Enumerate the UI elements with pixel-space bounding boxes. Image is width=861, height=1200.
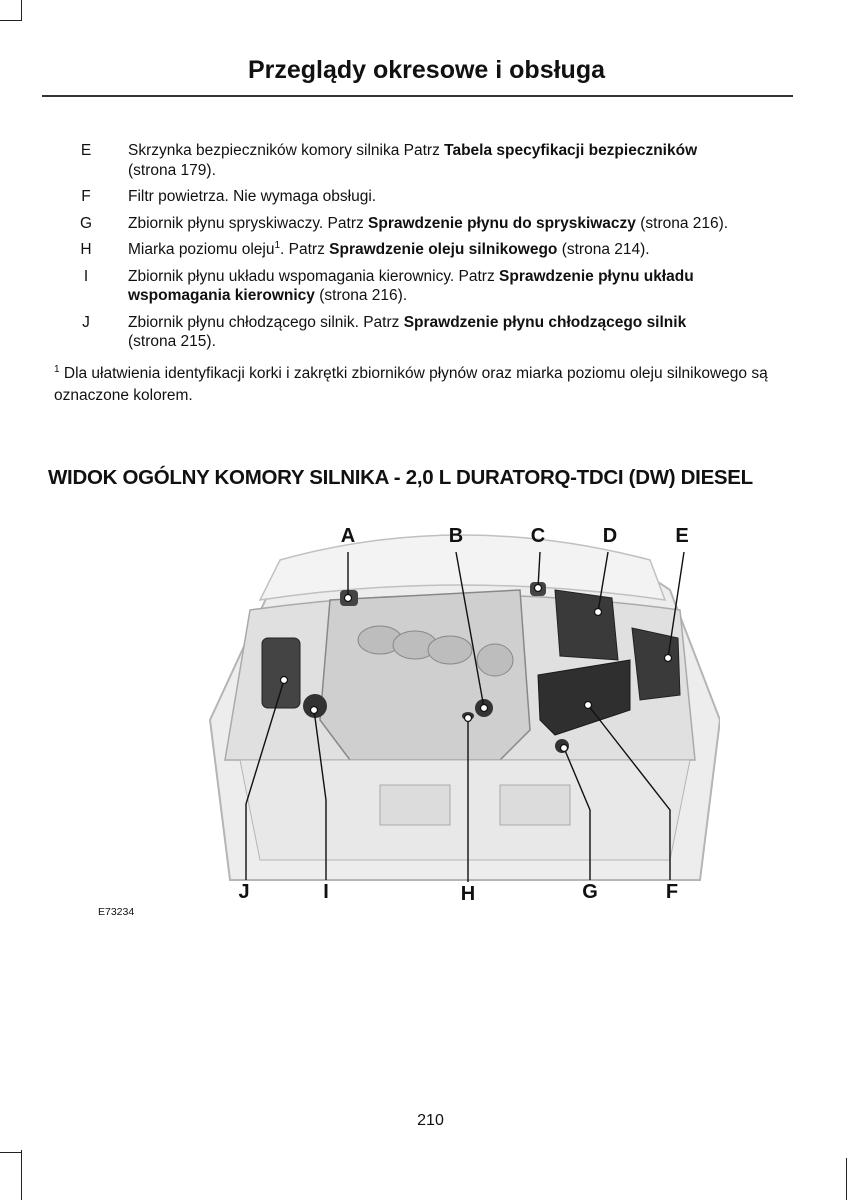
fuse-box: [632, 628, 680, 700]
legend-page-ref: (strona 179).: [128, 161, 216, 179]
engine-bay-illustration: [200, 520, 720, 900]
callout-label-b: B: [448, 525, 464, 547]
callout-label-e: E: [675, 525, 689, 547]
callout-dot: [595, 609, 602, 616]
engine-bay-diagram: [200, 520, 720, 900]
legend-key: J: [82, 313, 90, 331]
callout-label-i: I: [323, 881, 329, 900]
header-rule: [42, 95, 793, 97]
crop-mark: [0, 1152, 22, 1153]
callout-label-f: F: [665, 881, 679, 900]
legend-reference: Sprawdzenie płynu układu wspomagania kierownicy: [128, 267, 694, 304]
crop-mark: [21, 1150, 22, 1200]
engine-cover-detail: [477, 644, 513, 676]
legend-text: Zbiornik płynu układu wspomagania kierownicy. Patrz: [128, 267, 500, 285]
legend-text: . Patrz: [280, 241, 330, 258]
legend-row-f: [54, 187, 794, 207]
legend-reference: Sprawdzenie oleju silnikowego: [329, 241, 558, 258]
crop-mark: [846, 1158, 847, 1200]
callout-dot: [535, 585, 542, 592]
section-heading: WIDOK OGÓLNY KOMORY SILNIKA - 2,0 L DURATORQ-TDCI (DW) DIESEL: [48, 466, 753, 489]
legend-row-i: [54, 267, 794, 306]
engine-cover-detail: [428, 636, 472, 664]
legend-text: Miarka poziomu oleju: [128, 241, 275, 258]
legend-row-g: [54, 214, 794, 234]
callout-dot: [345, 595, 352, 602]
coolant-reservoir: [262, 638, 300, 708]
page-number: 210: [417, 1112, 444, 1129]
legend-row-h: [54, 240, 794, 260]
legend-text: Filtr powietrza. Nie wymaga obsługi.: [128, 188, 377, 205]
legend-reference: Sprawdzenie płynu chłodzącego silnik: [403, 313, 687, 331]
legend-page-ref: (strona 215).: [128, 333, 216, 350]
legend-text: Skrzynka bezpieczników komory silnika Patrz: [128, 142, 445, 159]
footnote: [54, 363, 794, 407]
legend-reference: Tabela specyfikacji bezpieczników: [444, 142, 698, 159]
callout-label-g: G: [582, 881, 598, 900]
grille-left: [380, 785, 450, 825]
callout-label-a: A: [340, 525, 356, 547]
callout-dot: [561, 745, 568, 752]
legend-key: H: [80, 241, 92, 258]
callout-label-d: D: [602, 525, 618, 547]
crop-mark: [21, 0, 22, 20]
legend-key: G: [80, 214, 93, 232]
callout-dot: [585, 702, 592, 709]
callout-label-h: H: [460, 883, 476, 900]
callout-dot: [311, 707, 318, 714]
footnote-marker: 1: [274, 240, 281, 251]
legend-page-ref: (strona 216).: [314, 287, 408, 304]
callout-dot: [465, 715, 472, 722]
callout-dot: [665, 655, 672, 662]
grille-right: [500, 785, 570, 825]
footnote-number: 1: [54, 364, 60, 375]
callout-label-c: C: [530, 525, 546, 547]
callout-dot: [281, 677, 288, 684]
callout-dot: [481, 705, 488, 712]
legend-page-ref: (strona 214).: [557, 241, 650, 258]
front-bumper: [240, 760, 690, 860]
component-legend: [54, 141, 794, 359]
legend-page-ref: (strona 216).: [635, 214, 729, 232]
page-title: Przeglądy okresowe i obsługa: [247, 56, 605, 84]
legend-key: E: [80, 142, 92, 159]
callout-label-j: J: [238, 881, 250, 900]
legend-text: Zbiornik płynu chłodzącego silnik. Patrz: [128, 313, 404, 331]
legend-reference: Sprawdzenie płynu do spryskiwaczy: [368, 214, 636, 232]
legend-text: Zbiornik płynu spryskiwaczy. Patrz: [128, 214, 369, 232]
legend-row-e: [54, 141, 794, 180]
legend-row-j: [54, 313, 794, 352]
figure-code: E73234: [98, 906, 135, 918]
crop-mark: [0, 20, 22, 21]
page-header: [42, 52, 793, 96]
legend-key: F: [81, 188, 91, 205]
legend-key: I: [83, 267, 89, 285]
battery: [555, 590, 618, 660]
footnote-text: Dla ułatwienia identyfikacji korki i zakrętki zbiorników płynów oraz miarka poziomu oleju silnikowego są oznaczone kolorem.: [54, 365, 768, 404]
